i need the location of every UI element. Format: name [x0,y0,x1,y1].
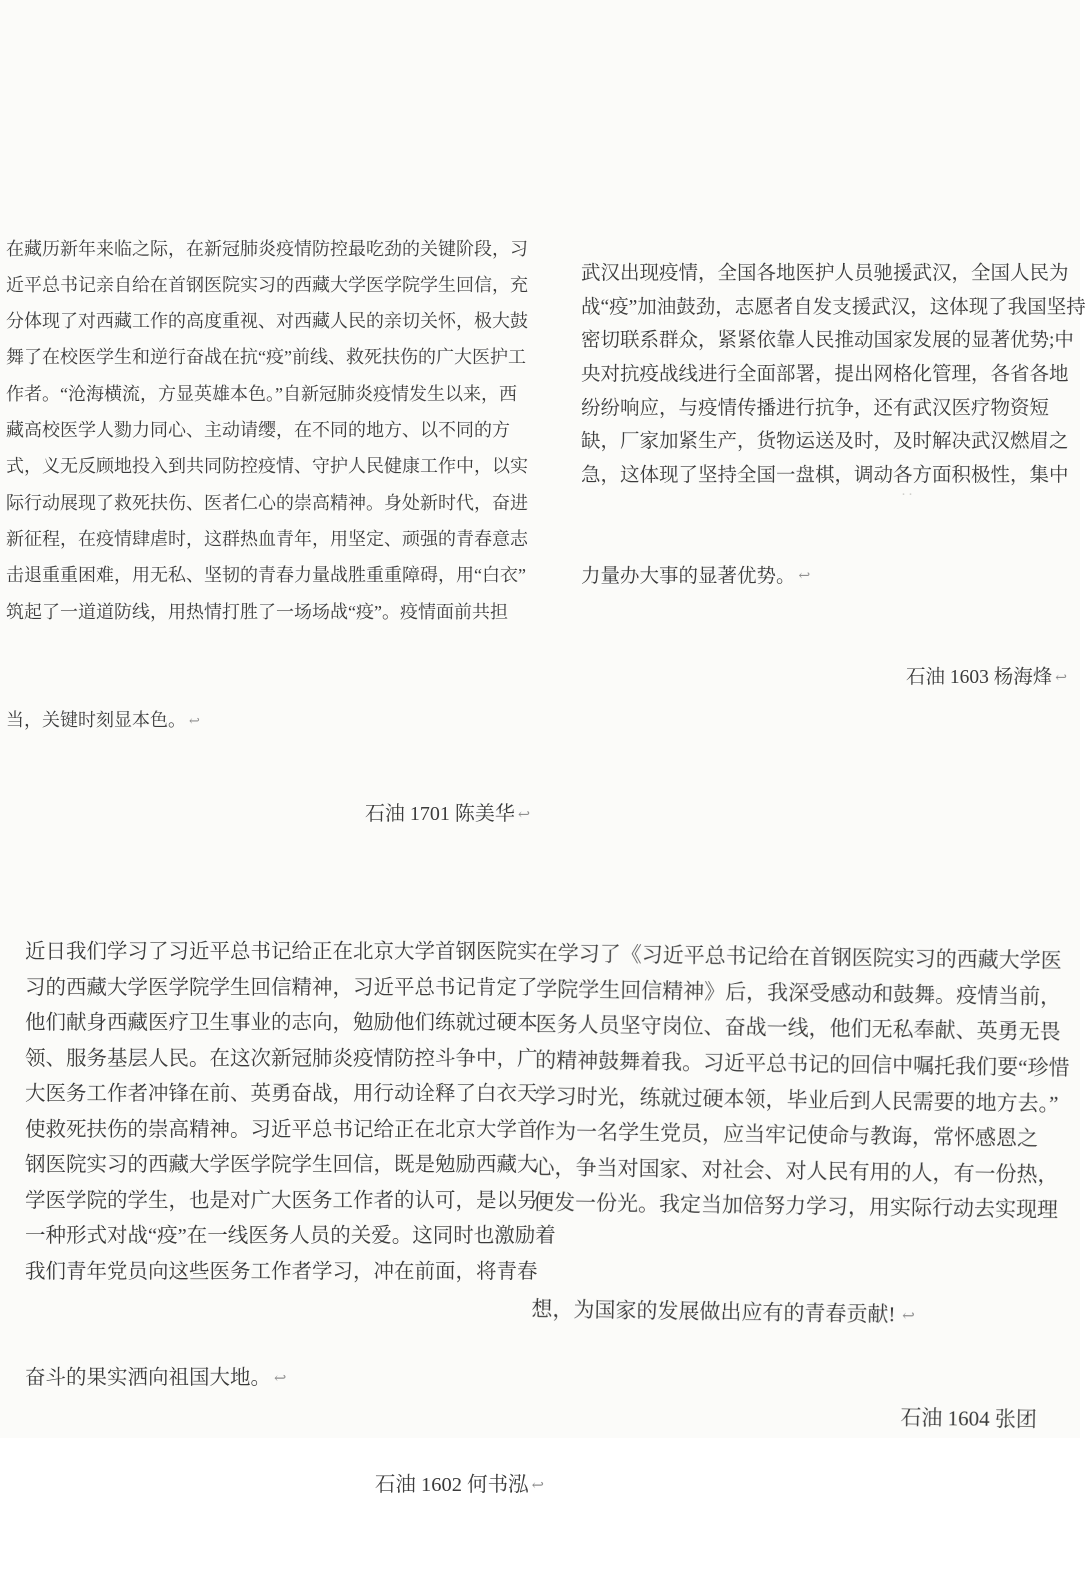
text-line: 近日我们学习了习近平总书记给正在北京大学首钢医院实 [25,935,546,971]
essay-bottom-right [529,865,1072,1511]
text-line: 医务人员坚守岗位、奋战一线，他们无私奉献、英勇无畏 [535,1007,1069,1051]
text-line: 便发一份光。我定当加倍努力学习，用实际行动去实现理 [533,1185,1067,1229]
text-line: 奋斗的果实洒向祖国大地。 [25,1367,271,1389]
text-line: 想，为国家的发展做出应有的青春贡献! [531,1297,895,1326]
text-line: 钢医院实习的西藏大学医学院学生回信，既是勉励西藏大 [25,1148,546,1184]
signature-line [581,661,1075,695]
stray-mark: ·· [901,487,915,504]
paragraph-end-line [6,702,532,739]
signature-line [6,796,532,833]
signature-text: 石油 1604 张团 [900,1405,1037,1431]
paragraph-mark-icon: ↩ [898,1308,915,1324]
text-line: 舞了在校医学生和逆行奋战在抗“疫”前线、救死扶伤的广大医护工 [6,339,532,375]
essay-bottom-left [25,864,546,1576]
text-line: 我们青年党员向这些医务工作者学习，冲在前面，将青春 [25,1255,546,1291]
paragraph [6,231,532,630]
text-line: 密切联系群众，紧紧依靠人民推动国家发展的显著优势;中 [581,324,1075,358]
text-line: 大医务工作者冲锋在前、英勇奋战，用行动诠释了白衣天 [25,1077,546,1113]
paragraph [581,257,1075,492]
text-line: 纷纷响应，与疫情传播进行抗争，还有武汉医疗物资短 [581,392,1075,426]
text-line: 领、服务基层人民。在这次新冠肺炎疫情防控斗争中，广 [25,1042,546,1078]
text-line: 缺，厂家加紧生产，货物运送及时，及时解决武汉燃眉之 [581,425,1075,459]
text-line: 在学习了《习近平总书记给在首钢医院实习的西藏大学医 [536,936,1070,980]
text-line: 战“疫”加油鼓劲，志愿者自发支援武汉，这体现了我国坚持 [581,291,1075,325]
text-line: 学习时光，练就过硬本领，毕业后到人民需要的地方去。” [534,1079,1068,1123]
text-line: 他们献身西藏医疗卫生事业的志向，勉励他们练就过硬本 [25,1006,546,1042]
paragraph-mark-icon: ↩ [532,1478,544,1494]
text-line: 分体现了对西藏工作的高度重视、对西藏人民的亲切关怀，极大鼓 [6,303,532,339]
signature-line [530,1395,1064,1440]
text-line: 新征程，在疫情肆虐时，这群热血青年，用坚定、顽强的青春意志 [6,521,532,557]
text-line: 使救死扶伤的崇高精神。习近平总书记给正在北京大学首 [25,1113,546,1149]
essay-top-left [6,158,532,906]
paragraph-end-line [581,560,1075,594]
text-line: 的精神鼓舞着我。习近平总书记的回信中嘱托我们要“珍惜 [535,1043,1069,1087]
signature-text: 石油 1603 杨海烽 [906,667,1052,688]
text-line: 学院学生回信精神》后，我深受感动和鼓舞。疫情当前， [536,972,1070,1016]
text-line: 当，关键时刻显本色。 [6,710,186,730]
signature-text: 石油 1701 陈美华 [365,803,515,825]
text-line: 在藏历新年来临之际，在新冠肺炎疫情防控最吃劲的关键阶段，习 [6,231,532,267]
paragraph-end-line [25,1361,546,1397]
paragraph-end-line [531,1292,1065,1337]
text-line: 央对抗疫战线进行全面部署，提出网格化管理，各省各地 [581,358,1075,392]
text-line: 一种形式对战“疫”在一线医务人员的关爱。这同时也激励着 [25,1219,546,1255]
text-line: 力量办大事的显著优势。 [581,566,796,587]
paragraph [25,935,546,1290]
paragraph-mark-icon: ↩ [518,807,530,823]
text-line: 学医学院的学生，也是对广大医务工作者的认可，是以另 [25,1184,546,1220]
essay-top-right [581,190,1075,763]
text-line: 际行动展现了救死扶伤、医者仁心的崇高精神。身处新时代，奋进 [6,485,532,521]
text-line: 击退重重困难，用无私、坚韧的青春力量战胜重重障碍，用“白衣” [6,557,532,593]
text-line: 习的西藏大学医学院学生回信精神，习近平总书记肯定了 [25,971,546,1007]
text-line: 武汉出现疫情，全国各地医护人员驰援武汉，全国人民为 [581,257,1075,291]
text-line: 作为一名学生党员，应当牢记使命与教诲，常怀感恩之 [534,1114,1068,1158]
signature-line [25,1468,546,1504]
paragraph-mark-icon: ↩ [799,568,811,584]
paragraph [533,936,1071,1229]
text-line: 藏高校医学人勠力同心、主动请缨，在不同的地方、以不同的方 [6,412,532,448]
text-line: 急，这体现了坚持全国一盘棋，调动各方面积极性，集中 [581,459,1075,493]
paragraph-mark-icon: ↩ [1055,670,1067,686]
paragraph-mark-icon: ↩ [189,713,200,728]
text-line: 作者。“沧海横流，方显英雄本色。”自新冠肺炎疫情发生以来，西 [6,376,532,412]
text-line: 近平总书记亲自给在首钢医院实习的西藏大学医学院学生回信，充 [6,267,532,303]
text-line: 筑起了一道道防线，用热情打胜了一场场战“疫”。疫情面前共担 [6,594,532,630]
text-line: 式，义无反顾地投入到共同防控疫情、守护人民健康工作中，以实 [6,448,532,484]
paragraph-mark-icon: ↩ [274,1371,286,1387]
signature-text: 石油 1602 何书泓 [375,1474,529,1496]
text-line: 心，争当对国家、对社会、对人民有用的人，有一份热， [533,1150,1067,1194]
